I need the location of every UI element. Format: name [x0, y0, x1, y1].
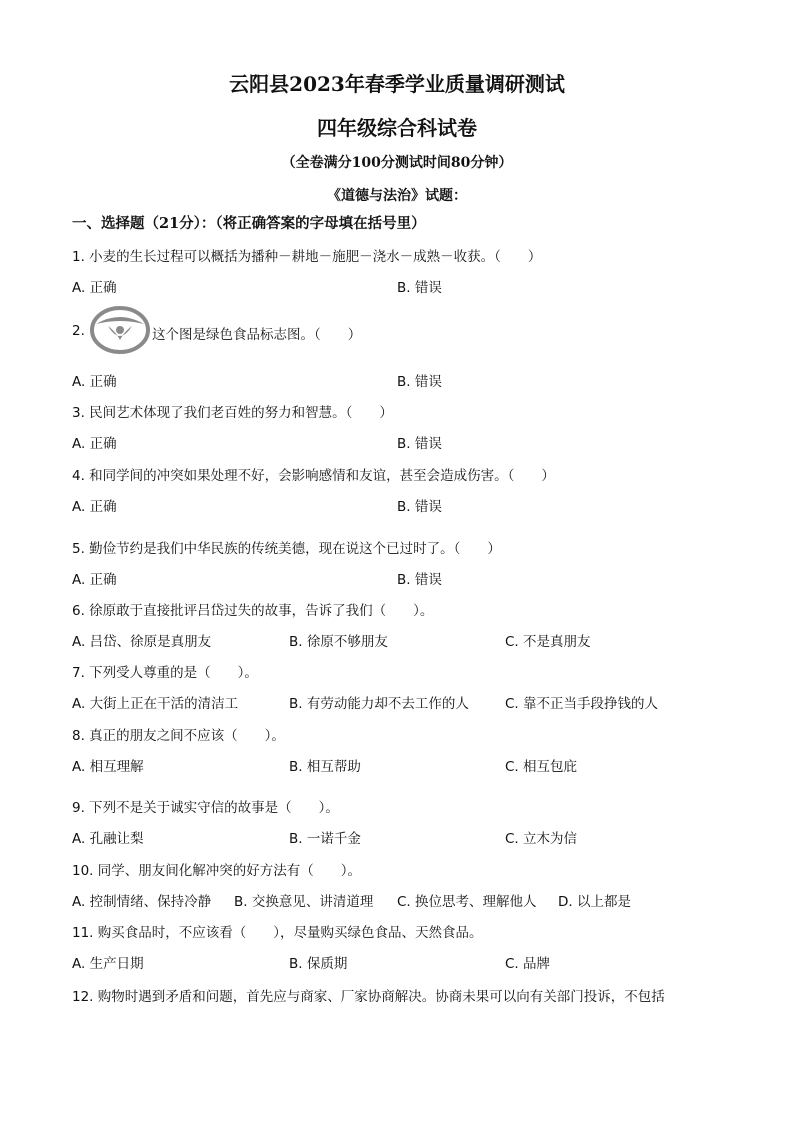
q1-option-b[interactable]: B. 错误 — [397, 280, 442, 296]
page-title: 云阳县2023年春季学业质量调研测试 — [229, 72, 565, 96]
q9-option-a[interactable]: A. 孔融让梨 — [72, 831, 144, 847]
question-11: 11. 购买食品时，不应该看（ ），尽量购买绿色食品、天然食品。 — [72, 925, 483, 941]
question-6: 6. 徐原敢于直接批评吕岱过失的故事，告诉了我们（ ）。 — [72, 603, 434, 619]
q6-option-a[interactable]: A. 吕岱、徐原是真朋友 — [72, 634, 212, 650]
question-2: 这个图是绿色食品标志图。（ ） — [152, 327, 362, 343]
q10-option-d[interactable]: D. 以上都是 — [558, 894, 631, 910]
q4-option-b[interactable]: B. 错误 — [397, 499, 442, 515]
q3-option-a[interactable]: A. 正确 — [72, 436, 117, 452]
subject-heading: 《道德与法治》试题： — [327, 188, 467, 204]
question-2-number: 2. — [72, 323, 85, 339]
page-subtitle: 四年级综合科试卷 — [317, 116, 477, 140]
score-time-note: （全卷满分100分测试时间80分钟） — [281, 155, 513, 171]
question-5: 5. 勤俭节约是我们中华民族的传统美德，现在说这个已过时了。（ ） — [72, 541, 501, 557]
q8-option-c[interactable]: C. 相互包庇 — [505, 759, 578, 775]
question-7: 7. 下列受人尊重的是（ ）。 — [72, 665, 258, 681]
q4-option-a[interactable]: A. 正确 — [72, 499, 117, 515]
q5-option-a[interactable]: A. 正确 — [72, 572, 117, 588]
q2-option-b[interactable]: B. 错误 — [397, 374, 442, 390]
q8-option-b[interactable]: B. 相互帮助 — [289, 759, 361, 775]
q5-option-b[interactable]: B. 错误 — [397, 572, 442, 588]
q7-option-c[interactable]: C. 靠不正当手段挣钱的人 — [505, 696, 659, 712]
q9-option-b[interactable]: B. 一诺千金 — [289, 831, 361, 847]
question-9: 9. 下列不是关于诚实守信的故事是（ ）。 — [72, 800, 339, 816]
q8-option-a[interactable]: A. 相互理解 — [72, 759, 144, 775]
q10-option-b[interactable]: B. 交换意见、讲清道理 — [234, 894, 374, 910]
question-4: 4. 和同学间的冲突如果处理不好，会影响感情和友谊，甚至会造成伤害。（ ） — [72, 468, 555, 484]
q11-option-b[interactable]: B. 保质期 — [289, 956, 348, 972]
q11-option-a[interactable]: A. 生产日期 — [72, 956, 144, 972]
question-12: 12. 购物时遇到矛盾和问题，首先应与商家、厂家协商解决。协商未果可以向有关部门投诉，不包括 — [72, 989, 665, 1005]
q7-option-b[interactable]: B. 有劳动能力却不去工作的人 — [289, 696, 469, 712]
q3-option-b[interactable]: B. 错误 — [397, 436, 442, 452]
q10-option-c[interactable]: C. 换位思考、理解他人 — [397, 894, 537, 910]
question-8: 8. 真正的朋友之间不应该（ ）。 — [72, 728, 285, 744]
q1-option-a[interactable]: A. 正确 — [72, 280, 117, 296]
q2-option-a[interactable]: A. 正确 — [72, 374, 117, 390]
question-1: 1. 小麦的生长过程可以概括为播种－耕地－施肥－浇水－成熟－收获。（ ） — [72, 249, 542, 265]
q9-option-c[interactable]: C. 立木为信 — [505, 831, 578, 847]
q10-option-a[interactable]: A. 控制情绪、保持冷静 — [72, 894, 212, 910]
q7-option-a[interactable]: A. 大街上正在干活的清洁工 — [72, 696, 239, 712]
green-food-logo-icon — [90, 306, 150, 354]
q11-option-c[interactable]: C. 品牌 — [505, 956, 551, 972]
q6-option-b[interactable]: B. 徐原不够朋友 — [289, 634, 388, 650]
section-heading: 一、选择题（21分）：（将正确答案的字母填在括号里） — [72, 215, 426, 232]
question-10: 10. 同学、朋友间化解冲突的好方法有（ ）。 — [72, 863, 362, 879]
q6-option-c[interactable]: C. 不是真朋友 — [505, 634, 591, 650]
question-3: 3. 民间艺术体现了我们老百姓的努力和智慧。（ ） — [72, 405, 393, 421]
